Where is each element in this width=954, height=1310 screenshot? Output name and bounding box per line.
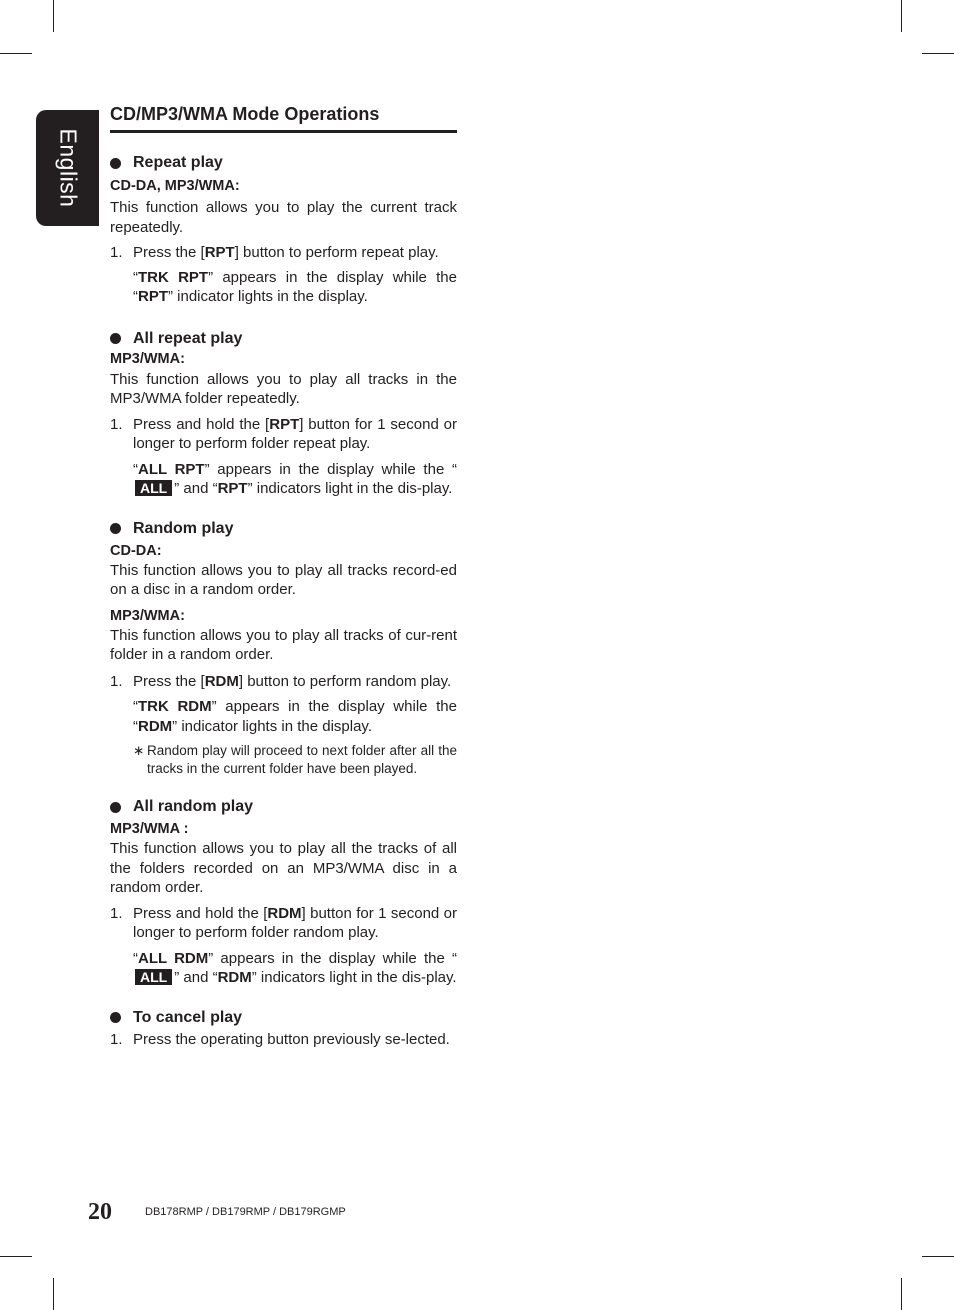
repeat-play-heading (110, 153, 457, 173)
random-play-heading (110, 519, 457, 539)
all-random-play-section (110, 797, 457, 988)
mode-label: MP3/WMA: (110, 607, 185, 624)
bullet-icon (110, 1012, 121, 1023)
all-indicator-badge: ALL (135, 969, 172, 985)
section-title: CD/MP3/WMA Mode Operations (110, 100, 457, 133)
step-text: Press and hold the [RPT] button for 1 second or longer to perform folder repeat play. (133, 415, 458, 452)
all-indicator-badge: ALL (135, 480, 172, 496)
repeat-play-section (110, 153, 457, 307)
crop-mark (922, 1256, 954, 1257)
step-text: Press the operating button previously se-lected. (133, 1030, 450, 1048)
bullet-icon (110, 158, 121, 169)
main-column (110, 100, 457, 1049)
crop-mark (53, 0, 54, 32)
step-text: Press and hold the [RDM] button for 1 second or longer to perform folder random play. (133, 904, 457, 941)
display-indicator-text: “ALL RDM” appears in the display while the “ALL ” and “RDM” indicators light in the dis-play. (133, 949, 457, 986)
mode-label: CD-DA, MP3/WMA: (110, 178, 240, 194)
crop-mark (0, 53, 32, 54)
description: This function allows you to play all tracks of cur-rent folder in a random order. (110, 626, 457, 663)
cancel-play-heading (110, 1008, 457, 1028)
heading-text: Random play (133, 519, 234, 537)
mode-label: CD-DA: (110, 542, 162, 559)
mode-label: MP3/WMA: (110, 350, 185, 367)
language-side-tab (36, 110, 99, 226)
model-numbers: DB178RMP / DB179RMP / DB179RGMP (145, 1206, 346, 1218)
all-random-play-heading (110, 797, 457, 817)
display-indicator-text: “ALL RPT” appears in the display while the “ALL ” and “RPT” indicators light in the dis-play. (133, 460, 457, 497)
step-number: 1. (110, 904, 123, 922)
bullet-icon (110, 802, 121, 813)
heading-text: Repeat play (133, 154, 223, 171)
cancel-play-section (110, 1008, 457, 1050)
step-item (110, 243, 457, 263)
display-indicator-text: “TRK RPT” appears in the display while the “RPT” indicator lights in the display. (133, 268, 457, 305)
page-number: 20 (88, 1199, 112, 1225)
display-indicator-text: “TRK RDM” appears in the display while the “RDM” indicator lights in the display. (133, 698, 457, 735)
random-play-section (110, 519, 457, 778)
step-number: 1. (110, 672, 123, 690)
bullet-icon (110, 333, 121, 344)
description: This function allows you to play all the tracks of all the folders recorded on an MP3/WMA disc in a random order. (110, 840, 457, 896)
step-number: 1. (110, 1030, 123, 1048)
step-text: Press the [RDM] button to perform random play. (133, 672, 452, 690)
all-repeat-play-heading (110, 329, 457, 349)
step-item (110, 672, 457, 692)
description: This function allows you to play all tracks in the MP3/WMA folder repeatedly. (110, 370, 457, 407)
heading-text: All random play (133, 798, 254, 815)
step-number: 1. (110, 415, 123, 433)
description: This function allows you to play the current track repeatedly. (110, 199, 457, 236)
mode-label: MP3/WMA : (110, 821, 189, 837)
step-item (110, 415, 457, 454)
note-text: Random play will proceed to next folder after all the tracks in the current folder have been played. (147, 743, 457, 776)
step-number: 1. (110, 244, 123, 261)
crop-mark (922, 53, 954, 54)
footnote (110, 742, 457, 777)
asterisk-icon: ∗ (133, 743, 145, 758)
step-item (110, 1030, 457, 1050)
crop-mark (0, 1256, 32, 1257)
heading-text: All repeat play (133, 329, 243, 347)
key-label: RPT (204, 244, 235, 261)
crop-mark (901, 1278, 902, 1310)
step-item (110, 904, 457, 943)
language-label: English (55, 128, 81, 208)
bullet-icon (110, 523, 121, 534)
heading-text: To cancel play (133, 1008, 243, 1026)
description: This function allows you to play all tracks record-ed on a disc in a random order. (110, 561, 457, 598)
crop-mark (901, 0, 902, 32)
all-repeat-play-section (110, 329, 457, 499)
crop-mark (53, 1278, 54, 1310)
step-text: Press the [RPT] button to perform repeat play. (133, 244, 439, 261)
